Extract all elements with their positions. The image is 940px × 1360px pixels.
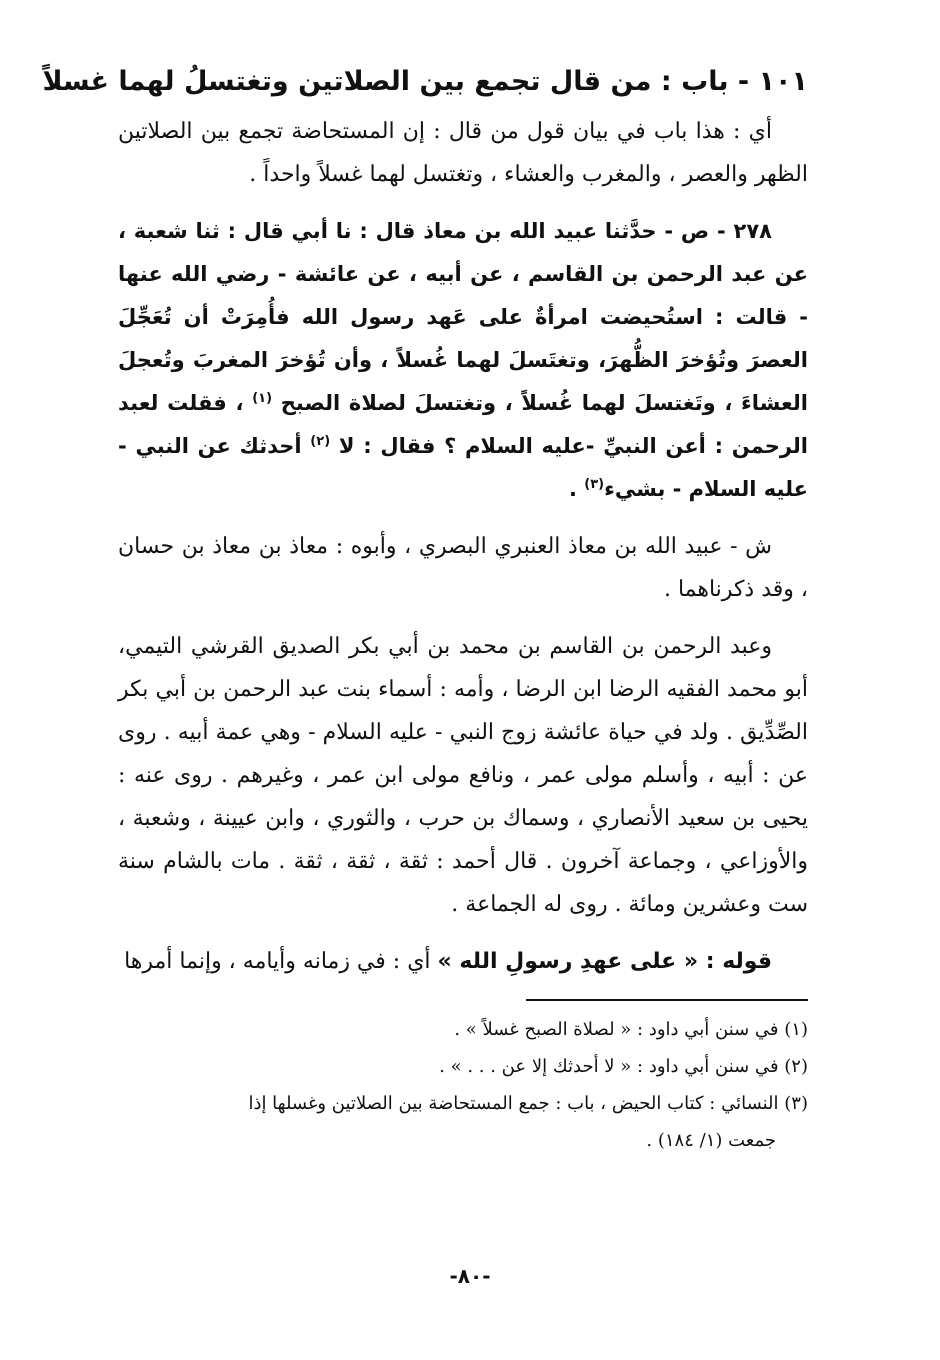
hadith-text-part1: ٢٧٨ - ص - حدَّثنا عبيد الله بن معاذ قال : نا أبي قال : ثنا شعبة ، عن عبد الرحمن بن القاسم ، عن أبيه ، عن عائشة - رضي الله عنها - قالت : استُحيضت امرأةٌ على عَهد رسول الله فأُمِرَتْ أن تُعَجِّلَ العصرَ وتُؤخرَ الظُّهرَ، وتغتَسلَ لهما غُسلاً ، وأن تُؤخرَ المغربَ وتُعجلَ العشاءَ ، وتَغتسلَ لهما غُسلاً ، وتغتسلَ لصلاة الصبح <box>118 219 808 415</box>
hadith-text-part2: ، فقلت لعبد الرحمن : أعن النبيِّ -عليه السلام ؟ فقال : لا <box>118 391 809 458</box>
commentary-paragraph-2: وعبد الرحمن بن القاسم بن محمد بن أبي بكر الصديق القرشي التيمي، أبو محمد الفقيه الرضا ابن الرضا ، وأمه : أسماء بنت عبد الرحمن بن أبي بكر الصِّدِّيق . ولد في حياة عائشة زوج النبي - عليه السلام - وهي عمة أبيه . روى عن : أبيه ، وأسلم مولى عمر ، ونافع مولى ابن عمر ، وغيرهم . روى عنه : يحيى بن سعيد الأنصاري ، وسماك بن حرب ، والثوري ، وابن عيينة ، وشعبة ، والأوزاعي ، وجماعة آخرون . قال أحمد : ثقة ، ثقة ، ثقة . مات بالشام سنة ست وعشرين ومائة . روى له الجماعة . <box>118 634 808 917</box>
qawl-rest: أي : في زمانه وأيامه ، وإنما أمرها <box>124 949 431 974</box>
footnote-divider <box>526 999 808 1001</box>
footnote-ref-3[interactable]: (٣) <box>584 477 605 492</box>
commentary-paragraph-1: ش - عبيد الله بن معاذ العنبري البصري ، وأبوه : معاذ بن معاذ بن حسان ، وقد ذكرناهما . <box>118 534 808 602</box>
footnote-ref-1[interactable]: (١) <box>252 391 273 406</box>
chapter-title: ١٠١ - باب : من قال تجمع بين الصلاتين وتغتسلُ لهما غسلاً <box>42 66 808 97</box>
qawl-lead: قوله : « على عهدِ رسولِ الله » <box>437 949 772 974</box>
footnote-2: (٢) في سنن أبي داود : « لا أحدثك إلا عن . . . » . <box>439 1056 808 1077</box>
footnotes <box>118 1011 808 1159</box>
hadith-paragraph <box>118 210 808 511</box>
qawl-paragraph <box>118 940 808 983</box>
footnote-3: (٣) النسائي : كتاب الحيض ، باب : جمع المستحاضة بين الصلاتين وغسلها إذا <box>248 1093 808 1114</box>
page-body <box>42 62 809 1159</box>
hadith-text-end: . <box>568 477 577 501</box>
page-number: -٨٠- <box>449 1264 491 1288</box>
footnote-ref-2[interactable]: (٢) <box>310 434 331 449</box>
footnote-1: (١) في سنن أبي داود : « لصلاة الصبح غسلاً » . <box>454 1019 808 1040</box>
intro-paragraph: أي : هذا باب في بيان قول من قال : إن المستحاضة تجمع بين الصلاتين الظهر والعصر ، والمغرب والعشاء ، وتغتسل لهما غسلاً واحداً . <box>118 119 808 187</box>
hadith-text-part3: أحدثك عن النبي - عليه السلام - بشيء <box>118 434 808 501</box>
footnote-3-continuation: جمعت (١/ ١٨٤) . <box>646 1130 776 1151</box>
